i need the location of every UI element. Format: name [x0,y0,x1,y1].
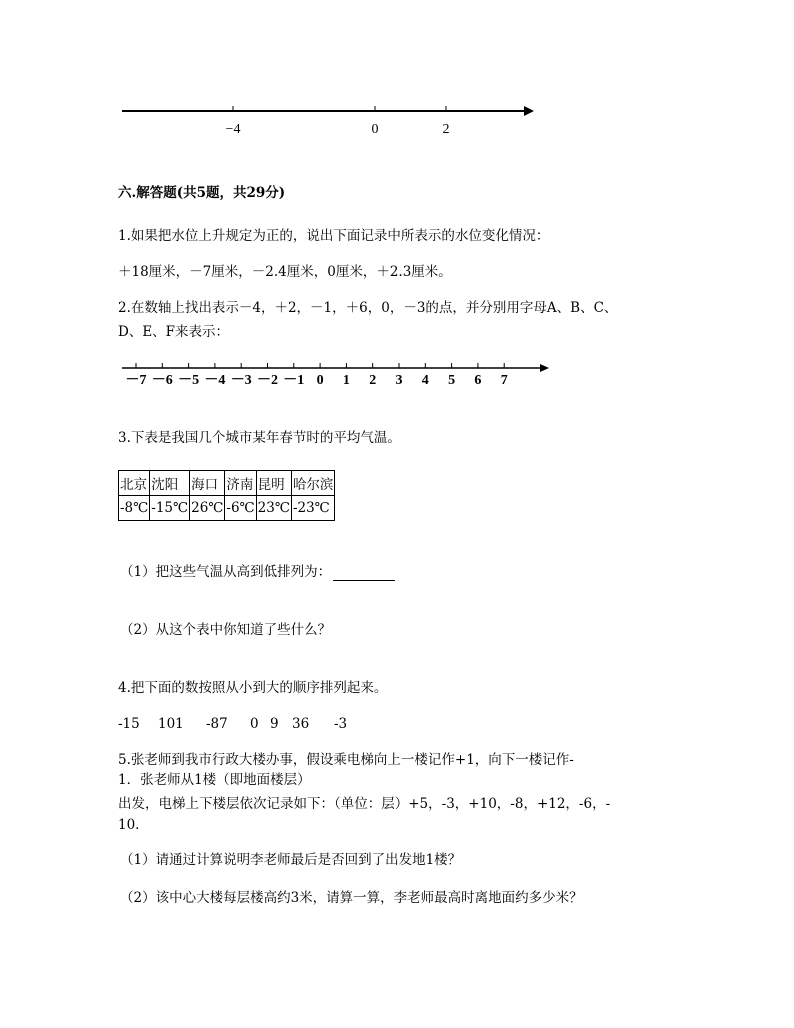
number-line-label: 2 [442,122,450,137]
number-line-label: 0 [371,122,379,137]
table-cell-city: 北京 [119,471,150,496]
number-line-2-label: 0 [316,373,324,388]
question-4-intro: 4.把下面的数按照从小到大的顺序排列起来。 [118,680,388,696]
question-5-sub-2: （2）该中心大楼每层楼高约3米，请算一算，李老师最高时离地面约多少米？ [120,890,583,906]
number-line-2-label: 6 [474,373,482,388]
table-cell-city: 沈阳 [150,471,190,496]
question-3-sub-2: （2）从这个表中你知道了些什么？ [120,622,332,638]
section-title: 六.解答题(共5题，共29分) [118,185,286,201]
number-item: 101 [158,716,184,732]
number-item: 0 [250,716,259,732]
table-cell-city: 哈尔滨 [291,471,335,496]
number-line-2-label: －3 [230,373,252,388]
table-row-temps [119,496,335,521]
number-line-2-label: 5 [448,373,456,388]
table-cell-temp: 23℃ [256,496,291,521]
number-line-2-label: －6 [151,373,173,388]
number-line-2-label: －1 [283,373,305,388]
number-item: -15 [118,716,140,732]
table-cell-temp: 26℃ [190,496,225,521]
number-line-2-label: －7 [125,373,147,388]
number-item: 9 [270,716,279,732]
number-line-question-2 [0,350,794,410]
table-cell-city: 昆明 [256,471,291,496]
table-row-cities [119,471,335,496]
number-line-2-label: －5 [178,373,200,388]
question-5-line-1: 5.张老师到我市行政大楼办事，假设乘电梯向上一楼记作+1，向下一楼记作- [118,752,574,768]
question-5-line-4: 10. [118,817,140,833]
number-line-label: −4 [225,122,241,137]
number-line-2-label: 3 [395,373,403,388]
question-3-intro: 3.下表是我国几个城市某年春节时的平均气温。 [118,430,401,446]
question-2-line-1: 2.在数轴上找出表示－4，＋2，－1，＋6，0，－3的点，并分别用字母A、B、C、 [118,300,618,316]
number-line-2-label: －2 [257,373,278,388]
question-4-numbers [118,715,358,733]
number-line-2-label: 1 [342,373,350,388]
question-3-sub-1 [120,563,395,581]
number-line-2-label: 2 [369,373,377,388]
number-item: -3 [334,716,348,732]
question-5-line-3: 出发，电梯上下楼层依次记录如下：（单位：层）+5，-3，+10，-8，+12，-6，- [118,796,611,812]
number-item: -87 [206,716,228,732]
table-cell-city: 海口 [190,471,225,496]
number-line-arrow [524,106,534,116]
table-cell-temp: -8℃ [119,496,150,521]
question-1-values: ＋18厘米，－7厘米，－2.4厘米，0厘米，＋2.3厘米。 [118,264,452,280]
number-item: 36 [292,716,310,732]
number-line-top [0,0,794,150]
number-line-2-label: 7 [500,373,508,388]
question-2-line-2: D、E、F来表示： [118,324,230,340]
question-5-line-2: 1．张老师从1楼（即地面楼层） [118,772,311,788]
number-line-2-label: 4 [421,373,429,388]
question-5-sub-1: （1）请通过计算说明李老师最后是否回到了出发地1楼？ [120,852,462,868]
number-line-2-arrow [540,364,549,372]
table-cell-city: 济南 [225,471,256,496]
temperature-table [118,470,335,521]
question-1-text: 1.如果把水位上升规定为正的，说出下面记录中所表示的水位变化情况： [118,228,550,244]
number-line-2-label: －4 [204,373,226,388]
question-3-sub-1-text: （1）把这些气温从高到低排列为： [120,564,332,580]
table-cell-temp: -15℃ [150,496,190,521]
answer-blank-line[interactable] [333,566,395,581]
table-cell-temp: -23℃ [291,496,335,521]
table-cell-temp: -6℃ [225,496,256,521]
